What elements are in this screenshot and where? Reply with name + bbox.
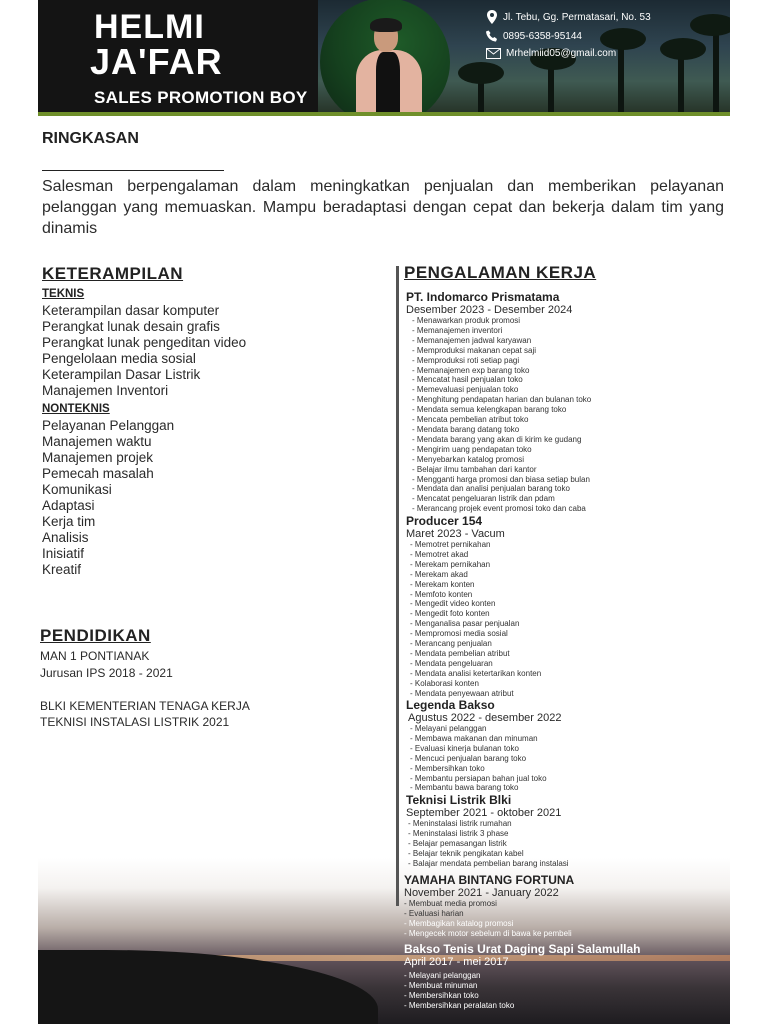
skill-item: Manajemen projek (42, 450, 154, 465)
job-company: Teknisi Listrik Blki (406, 793, 512, 807)
job-task: - Evaluasi harian (404, 908, 464, 918)
job-task: - Memotret pernikahan (410, 540, 491, 549)
education-school-2-detail: TEKNISI INSTALASI LISTRIK 2021 (40, 715, 230, 729)
job-date: Agustus 2022 - desember 2022 (408, 712, 562, 724)
photo-person-shirt (376, 52, 400, 112)
job-task: - Melayani pelanggan (410, 724, 487, 733)
job-task: - Mengirim uang pendapatan toko (412, 444, 532, 454)
job-task: - Menganalisa pasar penjualan (410, 619, 520, 629)
job-task: - Kolaborasi konten (410, 678, 479, 688)
job-task: - Mengedit foto konten (410, 609, 490, 619)
skill-item: Perangkat lunak pengeditan video (42, 335, 247, 350)
job-task: - Belajar pemasangan listrik (408, 838, 507, 848)
job-task: - Merekam konten (410, 579, 475, 589)
experience-title: PENGALAMAN KERJA (404, 263, 597, 282)
contact-phone (486, 30, 582, 42)
job-entry (406, 698, 562, 793)
job-task: - Membuat media promosi (404, 899, 497, 908)
job-date: Desember 2023 - Desember 2024 (406, 304, 573, 316)
skill-item: Keterampilan dasar komputer (42, 303, 220, 318)
job-task: - Membawa makanan dan minuman (410, 733, 538, 743)
nontechnical-skills-list (42, 418, 174, 578)
job-task: - Evaluasi kinerja bulanan toko (410, 743, 519, 753)
job-task: - Merancang projek event promosi toko dan caba (412, 504, 586, 514)
job-task-list (404, 899, 574, 939)
job-entry (404, 873, 574, 939)
job-task: - Memproduksi makanan cepat saji (412, 345, 537, 355)
summary-text: Salesman berpengalaman dalam meningkatkan penjualan dan memberikan pelayanan pelanggan yang memuaskan. Mampu beradaptasi dengan cepat dan bekerja dalam tim yang dinamis (42, 178, 724, 237)
job-task: - Mengganti harga promosi dan biasa setiap bulan (412, 474, 590, 484)
job-task-list (408, 819, 569, 869)
job-task: - Menawarkan produk promosi (412, 316, 521, 325)
job-task: - Belajar teknik pengikatan kabel (408, 848, 524, 858)
job-task: - Mencatat hasil penjualan toko (412, 375, 523, 385)
education-school-2: BLKI KEMENTERIAN TENAGA KERJA (40, 699, 250, 713)
first-name: HELMI (94, 8, 205, 46)
photo-person-hair (370, 18, 402, 32)
job-company: Bakso Tenis Urat Daging Sapi Salamullah (404, 942, 641, 956)
nontechnical-skills-title: NONTEKNIS (42, 403, 110, 415)
column-divider (396, 266, 399, 906)
job-task-list (404, 971, 641, 1011)
job-task: - Merancang penjualan (410, 639, 492, 649)
skill-item: Inisiatif (42, 546, 85, 561)
technical-skills-title: TEKNIS (42, 288, 85, 300)
job-task: - Menghitung pendapatan harian dan bulanan toko (412, 395, 592, 405)
job-task: - Mendata semua kelengkapan barang toko (412, 405, 567, 415)
summary-title: RINGKASAN (42, 130, 139, 147)
job-task: - Melayani pelanggan (404, 971, 481, 980)
job-company: Producer 154 (406, 514, 483, 528)
job-role: SALES PROMOTION BOY (94, 88, 308, 107)
technical-skills-list (42, 303, 246, 399)
job-task: - Membagikan katalog promosi (404, 918, 514, 928)
job-task: - Memevaluasi penjualan toko (412, 385, 519, 395)
job-task: - Membantu bawa barang toko (410, 783, 519, 793)
contact-address (486, 10, 651, 24)
job-task: - Meninstalasi listrik rumahan (408, 819, 512, 828)
job-task: - Mencuci penjualan barang toko (410, 753, 527, 763)
skill-item: Analisis (42, 530, 89, 545)
job-task: - Mencatat pengeluaran listrik dan pdam (412, 494, 555, 504)
address-text: Jl. Tebu, Gg. Permatasari, No. 53 (503, 11, 651, 23)
skill-item: Pengelolaan media sosial (42, 351, 196, 366)
job-task: - Memproduksi roti setiap pagi (412, 355, 520, 365)
job-task: - Menyebarkan katalog promosi (412, 454, 525, 464)
job-task: - Belajar ilmu tambahan dari kantor (412, 464, 537, 474)
job-task: - Mencata pembelian atribut toko (412, 415, 529, 425)
job-task: - Membuat minuman (404, 980, 478, 990)
job-company: YAMAHA BINTANG FORTUNA (404, 873, 575, 887)
education-school-1: MAN 1 PONTIANAK (40, 649, 150, 663)
location-pin-icon (486, 10, 498, 24)
skills-title: KETERAMPILAN (42, 264, 184, 283)
job-date: Maret 2023 - Vacum (406, 528, 505, 540)
skill-item: Adaptasi (42, 498, 95, 513)
header-accent-stripe (38, 112, 730, 116)
job-task: - Mendata barang yang akan di kirim ke gudang (412, 434, 582, 444)
job-task-list (410, 724, 562, 793)
job-task: - Memfoto konten (410, 589, 473, 599)
skill-item: Manajemen Inventori (42, 383, 169, 398)
job-date: September 2021 - oktober 2021 (406, 807, 562, 819)
job-task: - Membantu persiapan bahan jual toko (410, 773, 547, 783)
job-task: - Mendata pengeluaran (410, 658, 493, 668)
profile-photo (320, 0, 450, 116)
job-task: - Merekam akad (410, 569, 468, 579)
envelope-icon (486, 48, 501, 59)
job-task: - Memanajemen exp barang toko (412, 365, 530, 375)
job-task: - Mengecek motor sebelum di bawa ke pembeli (404, 928, 572, 938)
skill-item: Kreatif (42, 562, 82, 577)
education-title: PENDIDIKAN (40, 626, 151, 645)
job-date: April 2017 - mei 2017 (404, 956, 509, 968)
job-task: - Meninstalasi listrik 3 phase (408, 828, 509, 838)
job-task: - Membersihkan toko (404, 990, 479, 1000)
skill-item: Pemecah masalah (42, 466, 154, 481)
job-task: - Membersihkan peralatan toko (404, 1000, 515, 1010)
job-entry (406, 793, 569, 869)
phone-text: 0895-6358-95144 (503, 30, 582, 42)
job-task: - Mendata barang datang toko (412, 424, 520, 434)
summary-underline (42, 170, 224, 171)
job-task: - Merekam pernikahan (410, 559, 491, 569)
phone-icon (486, 30, 498, 42)
job-task: - Memanajemen jadwal karyawan (412, 335, 532, 345)
job-task: - Mengedit video konten (410, 599, 496, 609)
job-entry (406, 290, 591, 514)
skill-item: Manajemen waktu (42, 434, 152, 449)
job-task: - Mempromosi media sosial (410, 629, 508, 639)
job-task: - Mendata penyewaan atribut (410, 688, 514, 698)
resume-header (38, 0, 730, 116)
job-task: - Memotret akad (410, 549, 469, 559)
skill-item: Perangkat lunak desain grafis (42, 319, 220, 334)
job-task-list (410, 540, 541, 699)
job-task: - Balajar mendata pembelian barang instalasi (408, 858, 569, 868)
contact-email (486, 48, 616, 59)
job-entry (406, 514, 541, 699)
email-text: Mrhelmiid05@gmail.com (506, 48, 617, 59)
job-task-list (412, 316, 591, 514)
job-entry (404, 942, 641, 1011)
job-task: - Mendata analisi ketertarikan konten (410, 668, 542, 678)
job-company: PT. Indomarco Prismatama (406, 290, 560, 304)
skill-item: Komunikasi (42, 482, 112, 497)
job-task: - Mendata dan analisi penjualan barang toko (412, 484, 570, 494)
education-school-1-detail: Jurusan IPS 2018 - 2021 (40, 666, 173, 680)
job-date: November 2021 - January 2022 (404, 887, 559, 899)
job-task: - Membersihkan toko (410, 763, 485, 773)
resume-page (38, 0, 730, 1024)
job-task: - Mendata pembelian atribut (410, 648, 510, 658)
last-name: JA'FAR (90, 41, 223, 82)
skill-item: Pelayanan Pelanggan (42, 418, 175, 433)
job-task: - Memanajemen inventori (412, 325, 503, 335)
skill-item: Keterampilan Dasar Listrik (42, 367, 201, 382)
skill-item: Kerja tim (42, 514, 96, 529)
job-company: Legenda Bakso (406, 698, 495, 712)
